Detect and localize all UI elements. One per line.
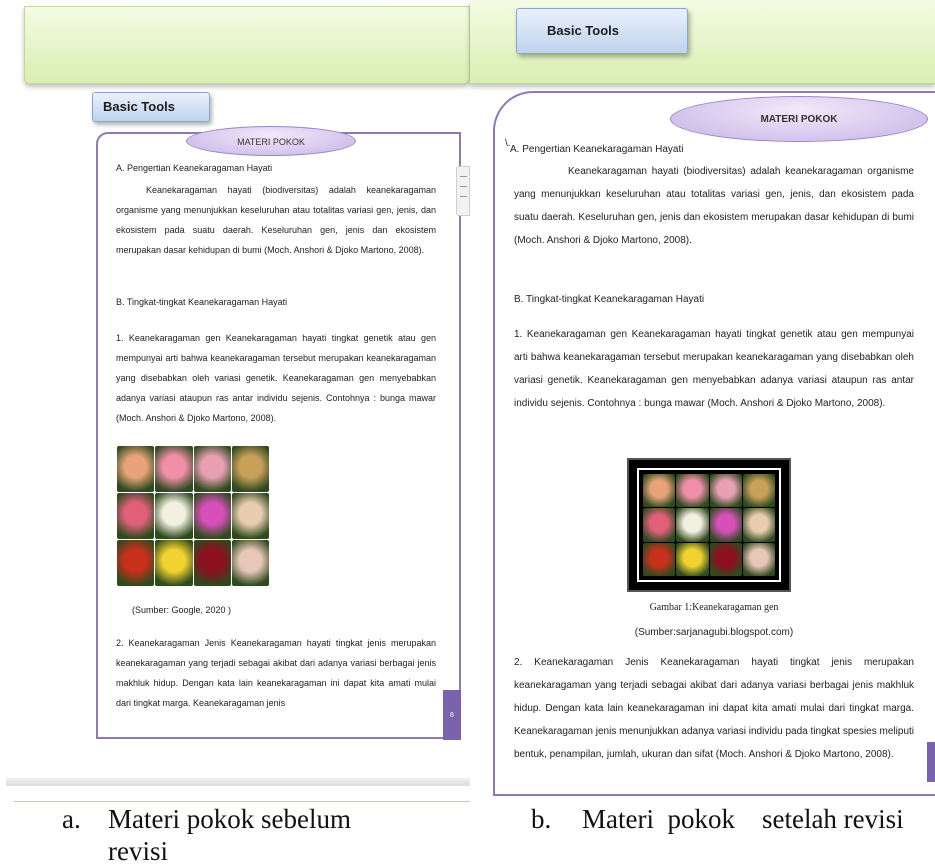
left-rose-image <box>117 446 269 586</box>
left-heading-b: B. Tingkat-tingkat Keanekaragaman Hayati <box>116 297 288 307</box>
rose-photo-tile <box>155 446 192 492</box>
rose-photo-tile <box>743 543 775 576</box>
rose-photo-tile <box>117 493 154 539</box>
rose-photo-tile <box>710 543 742 576</box>
rose-photo-tile <box>232 446 269 492</box>
rose-photo-tile <box>710 474 742 507</box>
rose-photo-tile <box>676 508 708 541</box>
right-paragraph-a: Keanekaragaman hayati (biodiversitas) adalah keanekaragaman organisme yang menunjukkan keseluruhan atau totalitas variasi gen, jenis, dan ekosistem pada suatu daerah. Keseluruhan gen, jenis dan ekosistem merupakan dasar kehidupan di bumi (Moch. Anshori & Djoko Martono, 2008). <box>514 166 914 246</box>
right-rose-image-frame <box>627 458 791 592</box>
rose-photo-tile <box>643 474 675 507</box>
rose-photo-tile <box>232 493 269 539</box>
rose-photo-tile <box>194 446 231 492</box>
rose-photo-tile <box>194 493 231 539</box>
left-bottom-line <box>14 801 470 802</box>
left-header-band <box>24 6 470 84</box>
rose-photo-tile <box>676 474 708 507</box>
rose-photo-tile <box>643 543 675 576</box>
right-rose-image <box>643 474 775 576</box>
right-heading-a: A. Pengertian Keanekaragaman Hayati <box>510 144 684 155</box>
caption-a-text: Materi pokok sebelum revisi <box>108 804 351 866</box>
left-paragraph-2: 2. Keanekaragaman Jenis Keanekaragaman hayati tingkat jenis merupakan keanekaragaman yang terjadi sebagai akibat dari adanya variasi berbagai jenis makhluk hidup. Dengan kata lain keanekaragaman ini dapat kita amati mulai dari tingkat marga. Keanekaragaman jenis <box>116 638 436 708</box>
caption-b-marker: b. <box>531 804 552 834</box>
side-panel-handle-icon[interactable] <box>456 166 470 216</box>
left-page-number: 8 <box>443 690 461 740</box>
right-paragraph-2: 2. Keanekaragaman Jenis Keanekaragaman hayati tingkat jenis merupakan keanekaragaman yang terjadi sebagai akibat dari adanya variasi berbagai jenis makhluk hidup. Dengan kata lain keanekaragaman ini dapat kita amati mulai dari tingkat marga. Keanekaragaman jenis menunjukkan adanya variasi individu pada tingkat spesies meliputi bentuk, penampilan, jumlah, ukuran dan sifat (Moch. Anshori & Djoko Martono, 2008). <box>514 657 914 760</box>
rose-photo-tile <box>155 540 192 586</box>
right-heading-b: B. Tingkat-tingkat Keanekaragaman Hayati <box>514 294 705 305</box>
rose-photo-tile <box>232 540 269 586</box>
left-image-source: (Sumber: Google, 2020 ) <box>132 605 232 615</box>
caption-b-text: Materi pokok setelah revisi <box>582 804 904 834</box>
right-figure-caption: Gambar 1:Keanekaragaman gen <box>649 602 779 613</box>
left-paragraph-a: Keanekaragaman hayati (biodiversitas) adalah keanekaragaman organisme yang menunjukkan keseluruhan atau totalitas variasi gen, jenis, dan ekosistem pada suatu daerah. Keseluruhan gen, jenis dan ekosistem merupakan dasar kehidupan di bumi (Moch. Anshori & Djoko Martono, 2008). <box>116 185 436 255</box>
rose-photo-tile <box>710 508 742 541</box>
left-paragraph-1: 1. Keanekaragaman gen Keanekaragaman hayati tingkat genetik atau gen mempunyai arti bahwa keanekaragaman tersebut merupakan keanekaragaman yang disebabkan oleh variasi genetik. Keanekaragaman gen menyebabkan adanya variasi ataupun ras antar individu sejenis. Contohnya : bunga mawar (Moch. Anshori & Djoko Martono, 2008). <box>116 333 436 423</box>
right-basic-tools-tab[interactable]: Basic Tools <box>516 8 688 54</box>
right-list-marker: \. <box>505 138 511 149</box>
left-section-title: MATERI POKOK <box>186 126 356 156</box>
left-heading-a: A. Pengertian Keanekaragaman Hayati <box>116 163 273 173</box>
left-basic-tools-tab[interactable]: Basic Tools <box>92 92 210 122</box>
rose-photo-tile <box>117 446 154 492</box>
rose-photo-tile <box>743 508 775 541</box>
right-section-title: MATERI POKOK <box>670 96 928 142</box>
rose-photo-tile <box>117 540 154 586</box>
rose-photo-tile <box>194 540 231 586</box>
rose-photo-tile <box>643 508 675 541</box>
caption-a-marker: a. <box>62 804 81 834</box>
rose-photo-tile <box>676 543 708 576</box>
right-image-source: (Sumber:sarjanagubi.blogspot.com) <box>634 627 794 638</box>
rose-photo-tile <box>155 493 192 539</box>
rose-photo-tile <box>743 474 775 507</box>
left-bottom-bar <box>6 778 470 786</box>
right-paragraph-1: 1. Keanekaragaman gen Keanekaragaman hayati tingkat genetik atau gen mempunyai arti bahwa keanekaragaman tersebut merupakan keanekaragaman yang disebabkan oleh variasi genetik. Keanekaragaman gen menyebabkan adanya variasi ataupun ras antar individu sejenis. Contohnya : bunga mawar (Moch. Anshori & Djoko Martono, 2008). <box>514 329 914 409</box>
right-page-tab <box>927 742 935 782</box>
right-document-panel <box>470 0 935 800</box>
